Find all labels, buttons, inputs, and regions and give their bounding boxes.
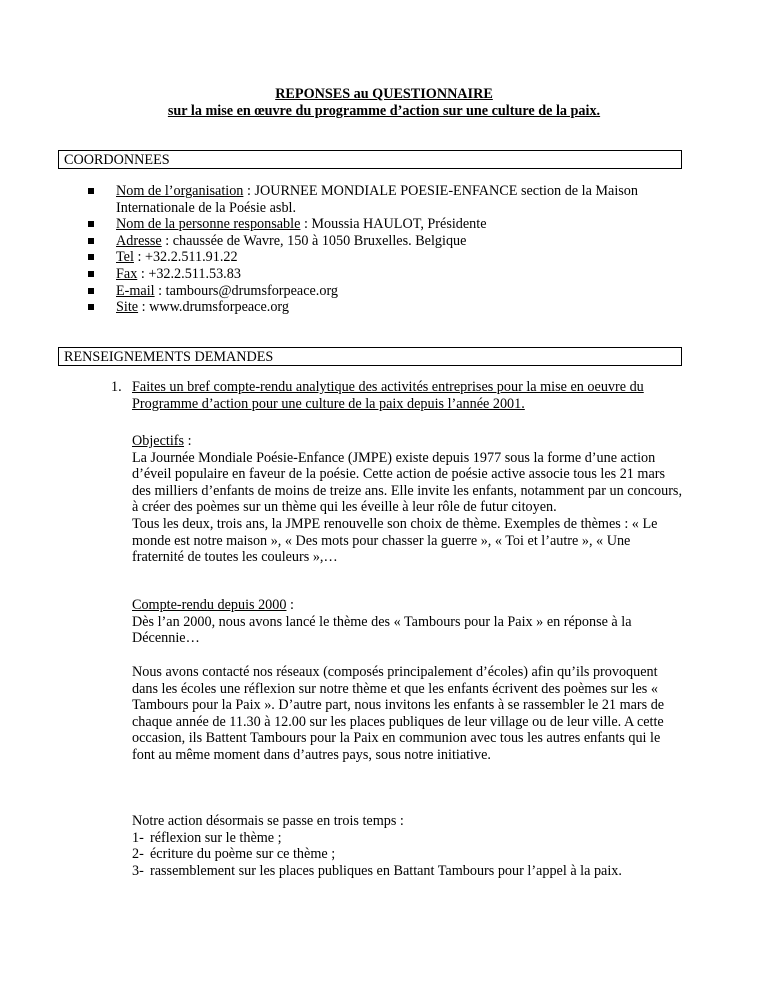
document-subtitle: sur la mise en œuvre du programme d’action sur une culture de la paix. <box>167 103 601 119</box>
section-coordonnees-heading: COORDONNEES <box>58 150 682 169</box>
objectifs-label: Objectifs <box>132 433 185 449</box>
list-item: 1- réflexion sur le thème ; <box>132 829 282 846</box>
temps-list <box>132 813 684 879</box>
question-1 <box>111 379 684 412</box>
list-item-site: Site : www.drumsforpeace.org <box>88 299 688 316</box>
bullet-icon <box>88 288 94 294</box>
bullet-icon <box>88 304 94 310</box>
list-item: 2- écriture du poème sur ce thème ; <box>132 846 336 863</box>
coordonnees-list <box>88 183 688 316</box>
bullet-icon <box>88 221 94 227</box>
bullet-icon <box>88 238 94 244</box>
section-renseignements-heading: RENSEIGNEMENTS DEMANDES <box>58 347 682 366</box>
bullet-icon <box>88 188 94 194</box>
question-text: Faites un bref compte-rendu analytique des activités entreprises pour la mise en oeuvre du Programme d’action pour une culture de la paix depuis l’année 2001. <box>132 379 644 412</box>
list-item-tel: Tel : +32.2.511.91.22 <box>88 249 688 266</box>
objectifs-paragraph: Objectifs : La Journée Mondiale Poésie-Enfance (JMPE) existe depuis 1977 sous la forme d’une action d’éveil populaire en faveur de la poésie. Cette action de poésie active associe tous les 21 mars des milliers d’enfants de moins de treize ans. Elle invite les enfants, notamment par un concours, à créer des poèmes sur un thème qui les éveille à leur rôle de futur citoyen. Tous les deux, trois ans, la JMPE renouvelle son choix de thème. Exemples de thèmes : « Le monde est notre maison », « Des mots pour chasser la guerre », « Toi et l’autre », « Une fraternité de toutes les couleurs »,… <box>132 433 683 566</box>
list-item-organisation: Nom de l’organisation : JOURNEE MONDIALE POESIE-ENFANCE section de la Maison Internationale de la Poésie asbl. <box>88 183 688 216</box>
compte-rendu-text: Dès l’an 2000, nous avons lancé le thème des « Tambours pour la Paix » en réponse à la Décennie… <box>132 613 632 647</box>
list-item-adresse: Adresse : chaussée de Wavre, 150 à 1050 Bruxelles. Belgique <box>88 233 688 250</box>
list-item-responsable: Nom de la personne responsable : Moussia HAULOT, Présidente <box>88 216 688 233</box>
compte-rendu-label: Compte-rendu depuis 2000 <box>132 597 287 613</box>
objectifs-text: La Journée Mondiale Poésie-Enfance (JMPE) existe depuis 1977 sous la forme d’une action d’éveil populaire en faveur de la poésie. Cette action de poésie active associe tous les 21 mars des milliers d’enfants de moins de treize ans. Elle invite les enfants, notamment par un concours, à créer des poèmes sur un thème qui les éveille à leur rôle de futur citoyen. <box>132 449 683 516</box>
temps-intro: Notre action désormais se passe en trois temps : <box>132 813 404 829</box>
document-title: REPONSES au QUESTIONNAIRE <box>275 86 493 102</box>
reseaux-paragraph: Nous avons contacté nos réseaux (composés principalement d’écoles) afin qu’ils provoquent dans les écoles une réflexion sur notre thème et que les enfants écrivent des poèmes sur les « Tambours pour la Paix ». D’autre part, nous invitons les enfants à se rassembler le 21 mars de chaque année de 11.30 à 12.00 sur les places publiques de leur village ou de leur ville. A cette occasion, ils Battent Tambours pour la Paix en communion avec tous les autres enfants qui le font au même moment dans d’autres pays, sous notre initiative. <box>132 664 665 763</box>
list-item-email: E-mail : tambours@drumsforpeace.org <box>88 283 688 300</box>
bullet-icon <box>88 271 94 277</box>
list-item-fax: Fax : +32.2.511.53.83 <box>88 266 688 283</box>
question-number: 1. <box>111 379 122 395</box>
list-item: 3- rassemblement sur les places publiques en Battant Tambours pour l’appel à la paix. <box>132 862 622 879</box>
objectifs-text-2: Tous les deux, trois ans, la JMPE renouvelle son choix de thème. Exemples de thèmes : « Le monde est notre maison », « Des mots pour chasser la guerre », « Toi et l’autre », « Une fraternité de toutes les couleurs »,… <box>132 515 658 566</box>
bullet-icon <box>88 254 94 260</box>
compte-rendu-paragraph: Compte-rendu depuis 2000 : Dès l’an 2000, nous avons lancé le thème des « Tambours pour la Paix » en réponse à la Décennie… <box>132 597 684 647</box>
